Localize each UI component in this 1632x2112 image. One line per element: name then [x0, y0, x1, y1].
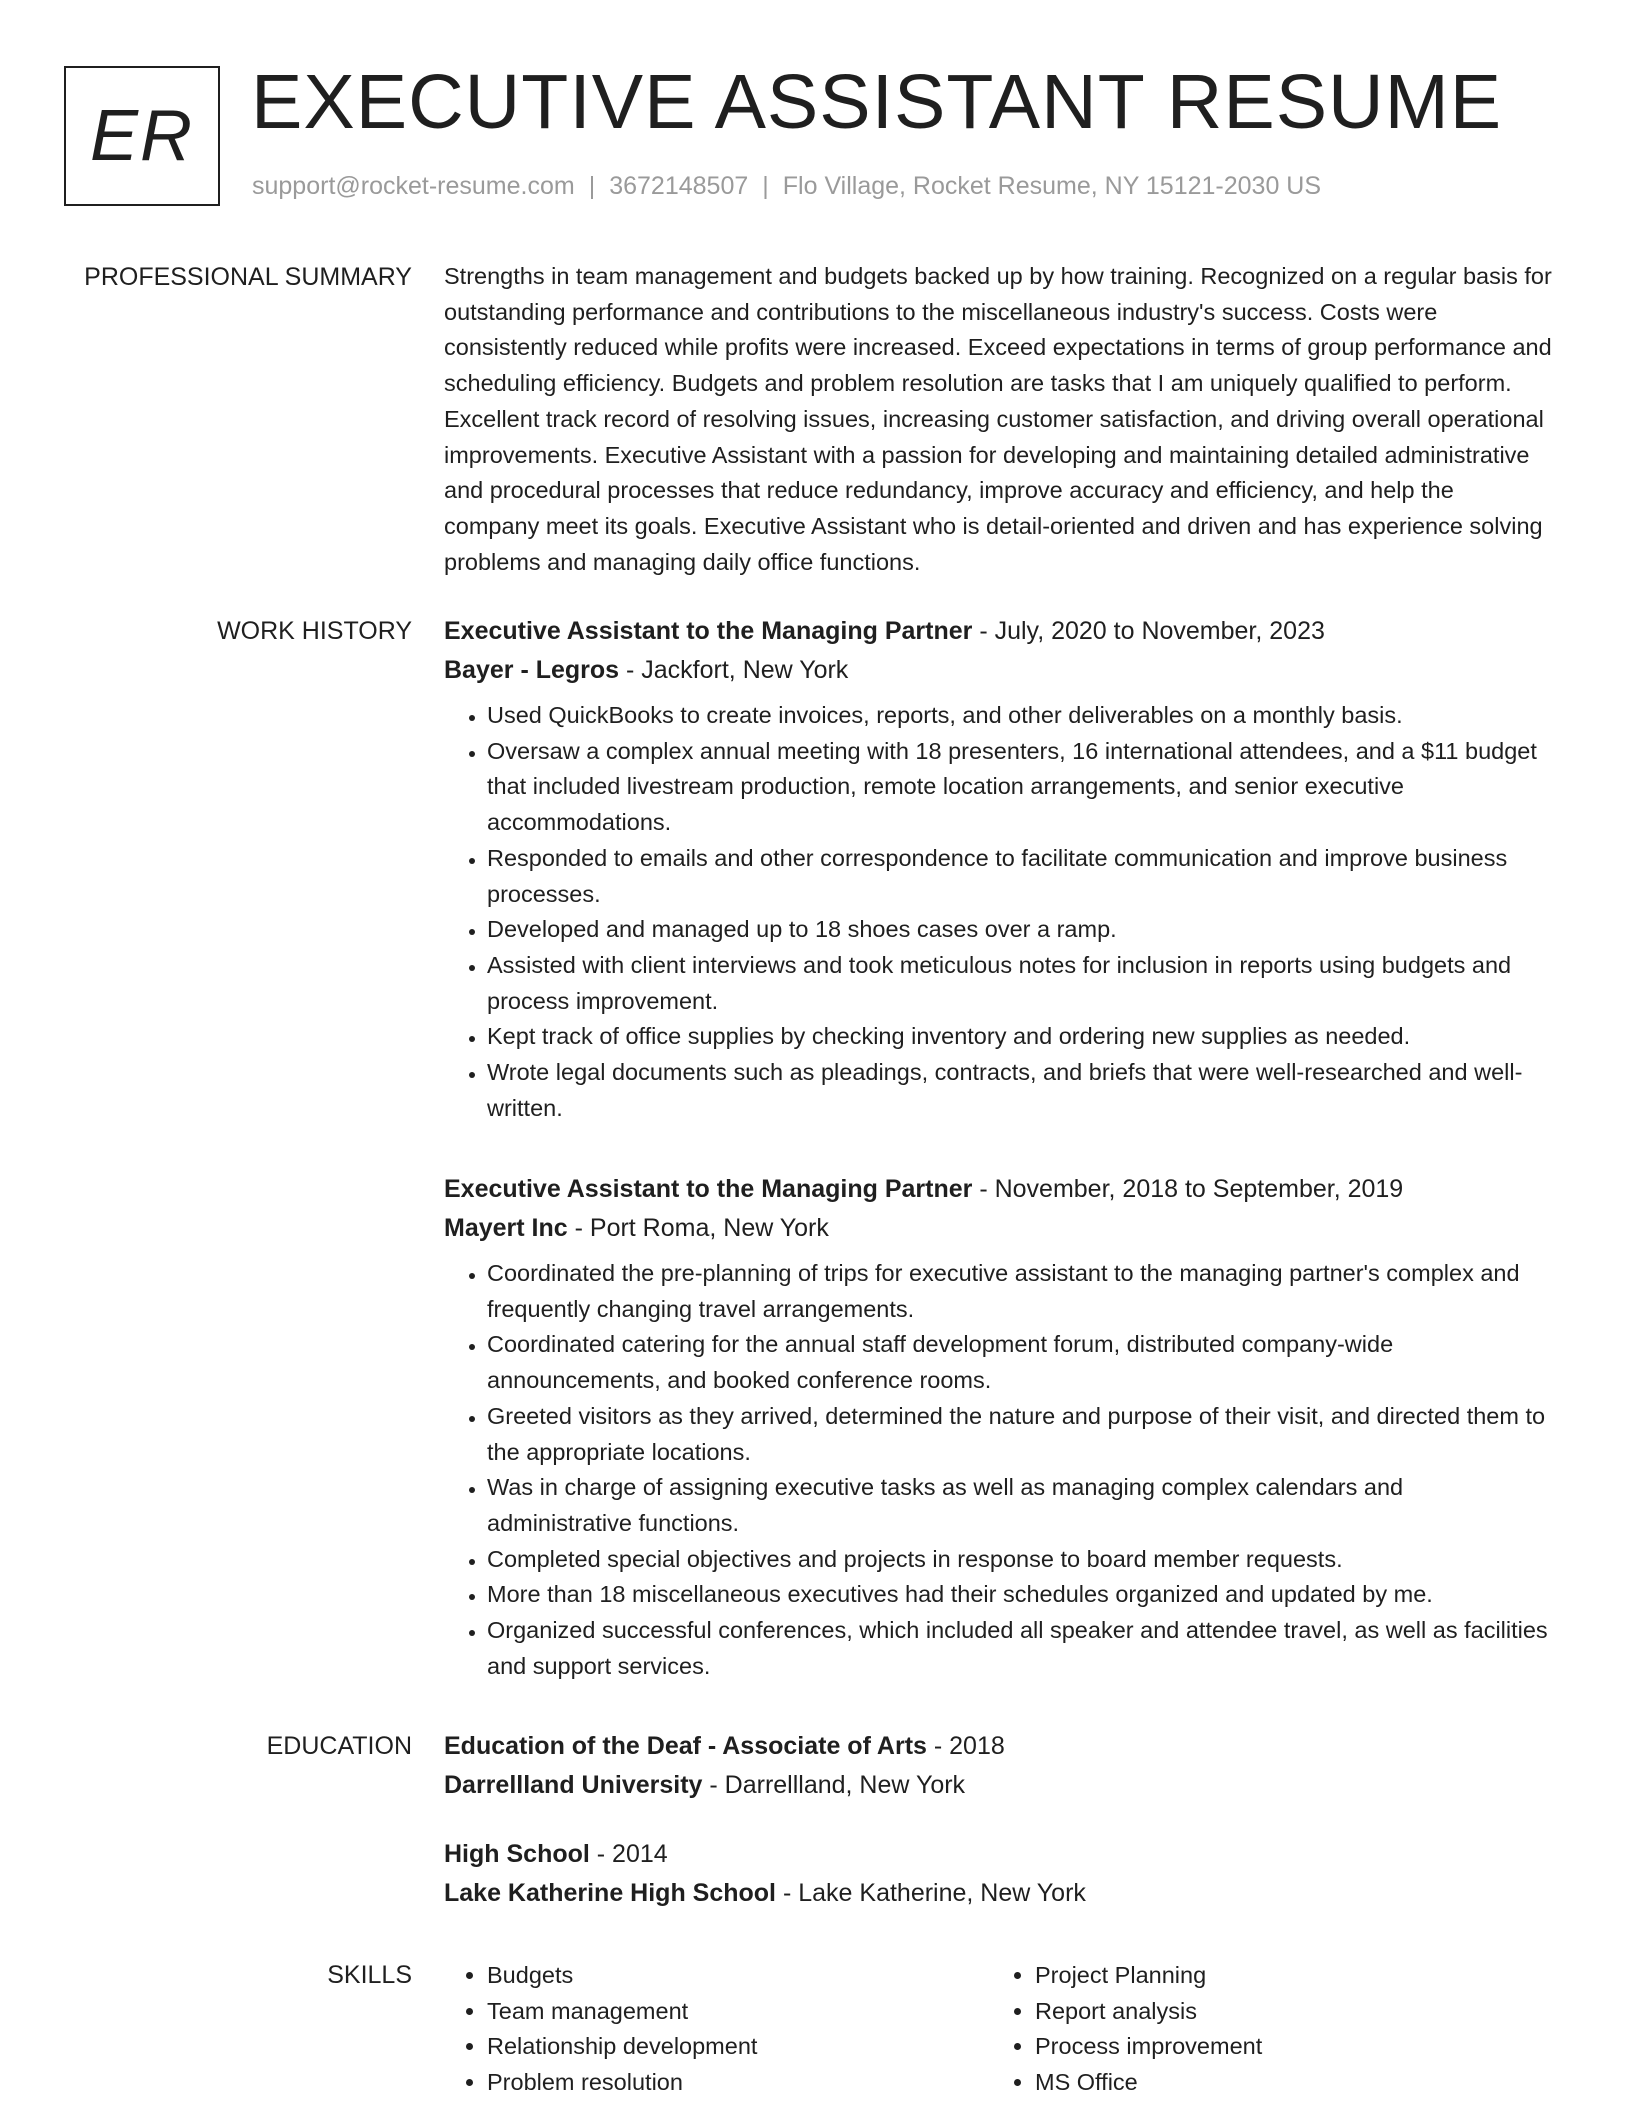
list-item: • Assisted with client interviews and took meticulous notes for inclusion in reports using budgets and process improvement. — [487, 948, 1554, 1019]
school-line — [444, 1874, 1554, 1913]
list-item: • Used QuickBooks to create invoices, reports, and other deliverables on a monthly basis. — [487, 698, 1554, 734]
degree-name: High School — [444, 1840, 590, 1868]
contact-line — [252, 172, 1321, 201]
contact-phone: 3672148507 — [609, 172, 749, 200]
list-item: • Problem resolution — [487, 2065, 992, 2101]
list-item: • MS Office — [1035, 2065, 1540, 2101]
job-location: - Jackfort, New York — [619, 656, 849, 684]
monogram-logo: ER — [64, 66, 220, 206]
education-entry — [444, 1835, 1554, 1913]
job-entry — [444, 1170, 1554, 1684]
list-item: • Relationship development — [487, 2029, 992, 2065]
job-company: Bayer - Legros — [444, 656, 620, 684]
resume-title: EXECUTIVE ASSISTANT RESUME — [251, 59, 1503, 145]
job-dates: - November, 2018 to September, 2019 — [972, 1175, 1404, 1203]
summary-heading: PROFESSIONAL SUMMARY — [84, 263, 412, 291]
work-history-body-2 — [444, 1170, 1554, 1684]
summary-text: Strengths in team management and budgets backed up by how training. Recognized on a regular basis for outstanding performance and contributions to the miscellaneous industry's success. Costs were consistently reduced while profits were increased. Exceed expectations in terms of group performance and scheduling efficiency. Budgets and problem resolution are tasks that I am uniquely qualified to perform. Excellent track record of resolving issues, increasing customer satisfaction, and driving overall operational improvements. Executive Assistant with a passion for developing and maintaining detailed administrative and procedural processes that reduce redundancy, improve accuracy and efficiency, and help the company meet its goals. Executive Assistant who is detail-oriented and driven and has experience solving problems and managing daily office functions. — [444, 263, 1552, 575]
education-entry — [444, 1727, 1554, 1805]
school-location: - Lake Katherine, New York — [776, 1879, 1086, 1907]
school-name: Darrellland University — [444, 1771, 703, 1799]
job-entry — [444, 612, 1554, 1126]
list-item: • Responded to emails and other correspondence to facilitate communication and improve business processes. — [487, 841, 1554, 912]
contact-address: Flo Village, Rocket Resume, NY 15121-2030 US — [782, 172, 1322, 200]
list-item: • Coordinated catering for the annual staff development forum, distributed company-wide announcements, and booked conference rooms. — [487, 1327, 1554, 1398]
work-history-heading: WORK HISTORY — [217, 617, 412, 645]
list-item: • Team management — [487, 1994, 992, 2030]
job-company-line — [444, 1209, 1554, 1248]
skills-list-right — [992, 1958, 1540, 2101]
degree-year: - 2018 — [926, 1732, 1005, 1760]
contact-email: support@rocket-resume.com — [252, 172, 575, 200]
list-item: • Wrote legal documents such as pleadings, contracts, and briefs that were well-researched and well-written. — [487, 1055, 1554, 1126]
skills-heading: SKILLS — [327, 1961, 412, 1989]
school-location: - Darrellland, New York — [702, 1771, 966, 1799]
job-bullets — [444, 1256, 1554, 1684]
degree-name: Education of the Deaf - Associate of Arts — [444, 1732, 927, 1760]
job-company: Mayert Inc — [444, 1214, 568, 1242]
job-location: - Port Roma, New York — [567, 1214, 829, 1242]
job-title-line — [444, 1170, 1554, 1209]
work-history-body — [444, 612, 1554, 1126]
job-dates: - July, 2020 to November, 2023 — [972, 617, 1325, 645]
education-heading: EDUCATION — [266, 1732, 412, 1760]
list-item: • Process improvement — [1035, 2029, 1540, 2065]
job-title: Executive Assistant to the Managing Partner — [444, 1175, 973, 1203]
contact-separator: | — [762, 172, 769, 200]
summary-body — [444, 259, 1554, 580]
school-name: Lake Katherine High School — [444, 1879, 777, 1907]
job-title-line — [444, 612, 1554, 651]
school-line — [444, 1766, 1554, 1805]
skills-body — [444, 1958, 1554, 2101]
list-item: • Greeted visitors as they arrived, determined the nature and purpose of their visit, and directed them to the appropriate locations. — [487, 1399, 1554, 1470]
list-item: • Oversaw a complex annual meeting with 18 presenters, 16 international attendees, and a $11 budget that included livestream production, remote location arrangements, and senior executive accommodations. — [487, 734, 1554, 841]
list-item: • Completed special objectives and projects in response to board member requests. — [487, 1542, 1554, 1578]
job-bullets — [444, 698, 1554, 1126]
contact-separator: | — [588, 172, 596, 200]
job-company-line — [444, 651, 1554, 690]
list-item: • Budgets — [487, 1958, 992, 1994]
skills-list-left — [444, 1958, 992, 2101]
skills-columns — [444, 1958, 1554, 2101]
degree-year: - 2014 — [589, 1840, 668, 1868]
education-body — [444, 1727, 1554, 1913]
list-item: • More than 18 miscellaneous executives had their schedules organized and updated by me. — [487, 1577, 1554, 1613]
list-item: • Was in charge of assigning executive tasks as well as managing complex calendars and administrative functions. — [487, 1470, 1554, 1541]
list-item: • Developed and managed up to 18 shoes cases over a ramp. — [487, 912, 1554, 948]
list-item: • Project Planning — [1035, 1958, 1540, 1994]
list-item: • Kept track of office supplies by checking inventory and ordering new supplies as needed. — [487, 1019, 1554, 1055]
job-title: Executive Assistant to the Managing Partner — [444, 617, 973, 645]
list-item: • Coordinated the pre-planning of trips for executive assistant to the managing partner's complex and frequently changing travel arrangements. — [487, 1256, 1554, 1327]
list-item: • Organized successful conferences, which included all speaker and attendee travel, as well as facilities and support services. — [487, 1613, 1554, 1684]
list-item: • Report analysis — [1035, 1994, 1540, 2030]
degree-line — [444, 1727, 1554, 1766]
degree-line — [444, 1835, 1554, 1874]
